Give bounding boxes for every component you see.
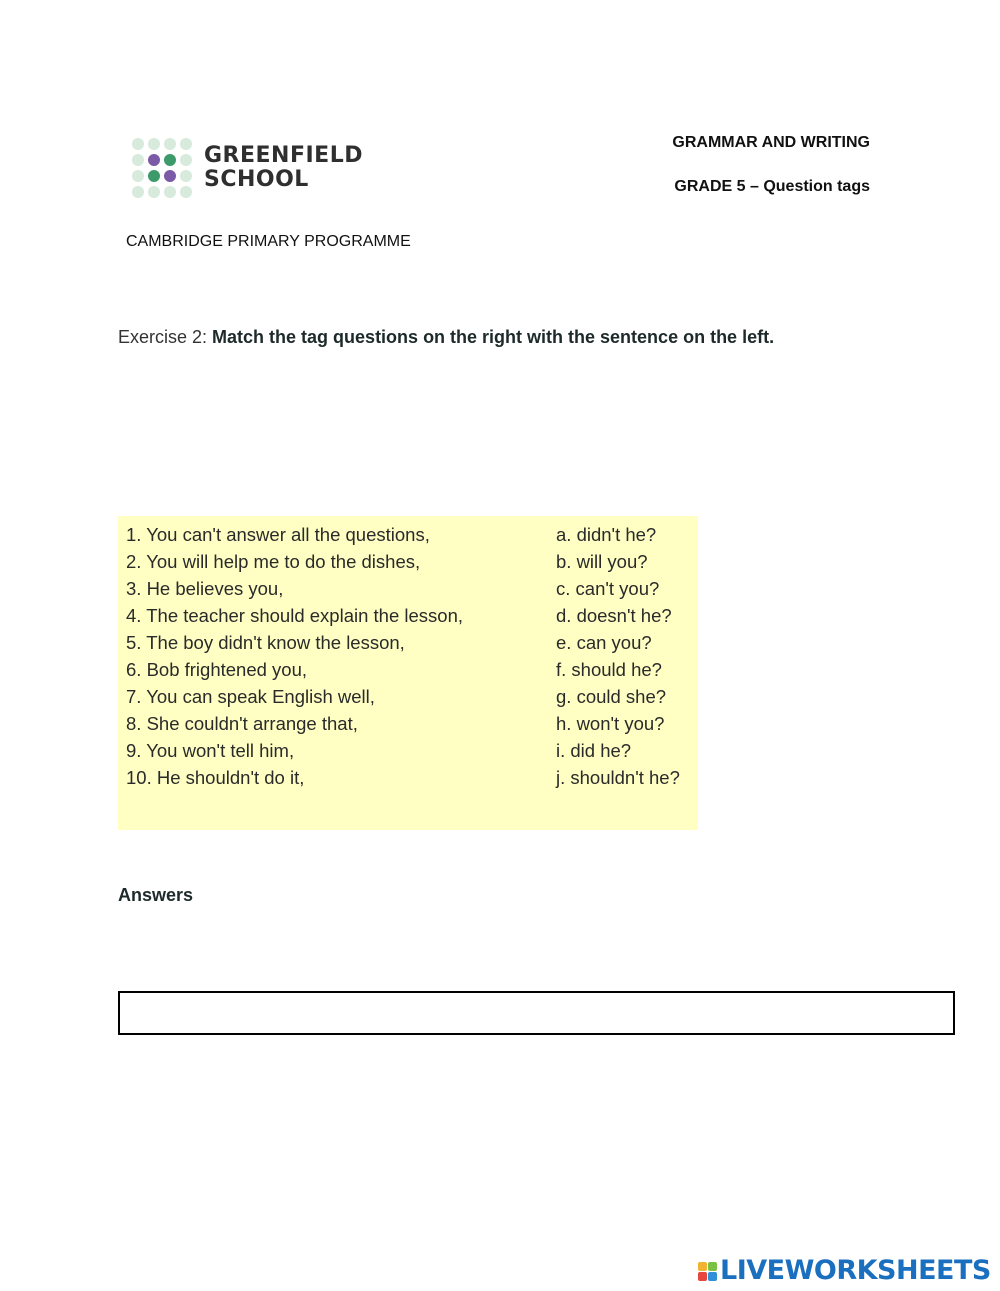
logo-dot (148, 138, 160, 150)
matching-box (118, 516, 698, 830)
exercise-instruction (118, 327, 774, 348)
school-logo (132, 138, 363, 198)
logo-dot (180, 138, 192, 150)
tag-question-item: c. can't you? (556, 578, 660, 599)
brand-block (708, 1272, 717, 1281)
tag-question-item: a. didn't he? (556, 524, 657, 545)
tag-question-item: i. did he? (556, 740, 632, 761)
logo-dot (180, 186, 192, 198)
liveworksheets-brand: LIVEWORKSHEETS (720, 1255, 991, 1286)
sentence-item: 1. You can't answer all the questions, (126, 524, 430, 545)
programme-label: CAMBRIDGE PRIMARY PROGRAMME (126, 233, 411, 250)
tag-question-item: e. can you? (556, 632, 652, 653)
sentence-item: 5. The boy didn't know the lesson, (126, 632, 405, 653)
logo-dot (180, 154, 192, 166)
sentence-item: 7. You can speak English well, (126, 686, 375, 707)
logo-dot (164, 170, 176, 182)
liveworksheets-logo (698, 1256, 991, 1286)
answers-input[interactable] (118, 991, 955, 1035)
school-name (204, 144, 363, 192)
sentence-item: 4. The teacher should explain the lesson, (126, 605, 463, 626)
sentence-item: 6. Bob frightened you, (126, 659, 308, 680)
sentence-item: 3. He believes you, (126, 578, 284, 599)
brand-block (708, 1262, 717, 1271)
logo-dot (132, 154, 144, 166)
liveworksheets-blocks-icon (698, 1262, 717, 1281)
tag-question-item: f. should he? (556, 659, 662, 680)
sentence-item: 10. He shouldn't do it, (126, 767, 305, 788)
tag-question-item: d. doesn't he? (556, 605, 672, 626)
tag-question-item: h. won't you? (556, 713, 665, 734)
school-name-line2: SCHOOL (204, 167, 309, 192)
tag-question-item: j. shouldn't he? (556, 767, 680, 788)
sentence-item: 8. She couldn't arrange that, (126, 713, 358, 734)
sentence-item: 2. You will help me to do the dishes, (126, 551, 421, 572)
subject-title: GRAMMAR AND WRITING (672, 134, 870, 151)
logo-dot (148, 170, 160, 182)
grade-title: GRADE 5 – Question tags (674, 178, 870, 195)
logo-dot (148, 186, 160, 198)
logo-dot (164, 186, 176, 198)
tag-question-item: b. will you? (556, 551, 648, 572)
school-name-line1: GREENFIELD (204, 143, 363, 168)
exercise-prefix: Exercise 2: (118, 327, 213, 347)
tag-question-item: g. could she? (556, 686, 667, 707)
logo-dot (148, 154, 160, 166)
logo-dot (164, 154, 176, 166)
logo-dot-grid (132, 138, 192, 198)
brand-block (698, 1272, 707, 1281)
answers-label: Answers (118, 885, 194, 905)
logo-dot (180, 170, 192, 182)
logo-dot (132, 170, 144, 182)
logo-dot (132, 186, 144, 198)
logo-dot (132, 138, 144, 150)
brand-block (698, 1262, 707, 1271)
exercise-text: Match the tag questions on the right with the sentence on the left. (212, 327, 775, 347)
logo-dot (164, 138, 176, 150)
sentence-item: 9. You won't tell him, (126, 740, 295, 761)
